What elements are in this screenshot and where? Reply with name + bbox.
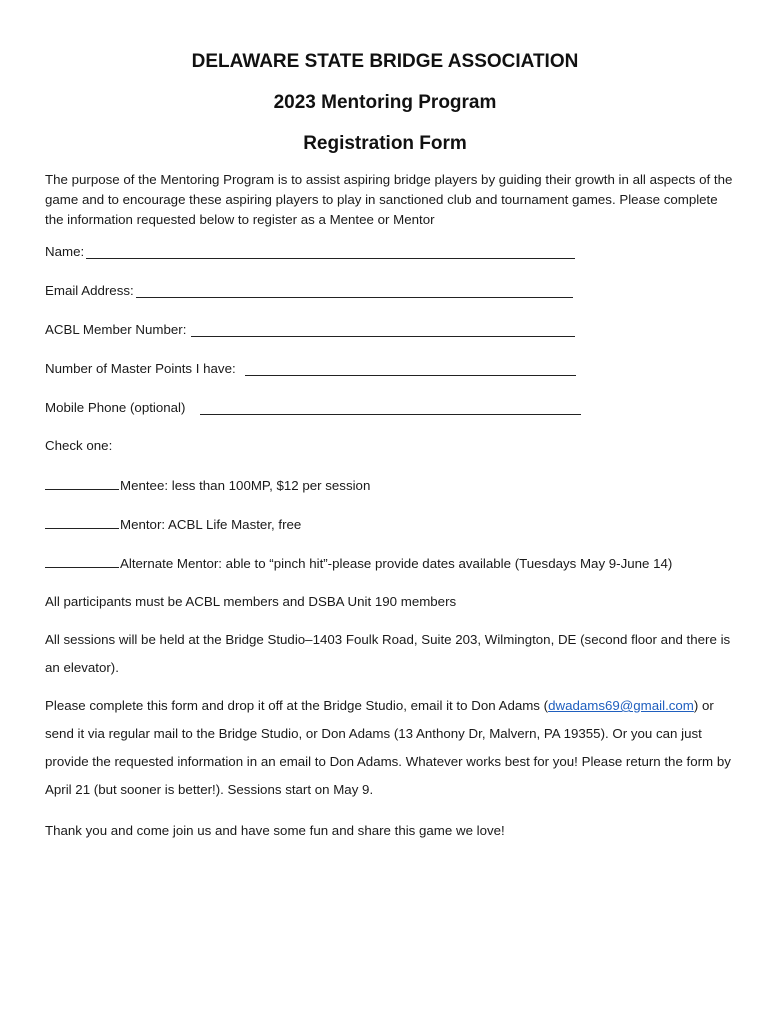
acbl-blank-line[interactable] [191, 336, 575, 337]
master-points-label: Number of Master Points I have: [45, 361, 236, 376]
intro-paragraph: The purpose of the Mentoring Program is to assist aspiring bridge players by guiding their growth in all aspects of the game and to encourage these aspiring players to play in sanctioned club and tournament games. Please complete the information requested below to register as a Mentee or Mentor [45, 172, 733, 227]
email-link[interactable]: dwadams69@gmail.com [548, 698, 694, 713]
mentor-check-blank[interactable] [45, 514, 119, 529]
mentor-option-label: Mentor: ACBL Life Master, free [120, 517, 302, 532]
mentor-option[interactable] [45, 514, 301, 535]
name-blank-line[interactable] [86, 258, 575, 259]
location-note: All sessions will be held at the Bridge Studio–1403 Foulk Road, Suite 203, Wilmington, DE (second floor and there is an elevator). [45, 632, 731, 675]
email-label: Email Address: [45, 283, 134, 298]
name-label: Name: [45, 244, 85, 259]
thank-you-note: Thank you and come join us and have some fun and share this game we love! [45, 823, 505, 838]
program-title: 2023 Mentoring Program [273, 92, 497, 113]
submission-text-b: ) or send it via regular mail to the Bridge Studio, or Don Adams (13 Anthony Dr, Malvern, PA 19355). Or you can just provide the requested information in an email to Don Adams. Whatever works best for you! Please return the form by April 21 (but sooner is better!). Sessions start on May 9. [45, 698, 731, 797]
phone-label: Mobile Phone (optional) [45, 400, 186, 415]
org-title: DELAWARE STATE BRIDGE ASSOCIATION [191, 51, 579, 72]
phone-blank-line[interactable] [200, 414, 581, 415]
submission-text-a: Please complete this form and drop it off at the Bridge Studio, email it to Don Adams ( [45, 698, 549, 713]
check-one-label: Check one: [45, 438, 113, 453]
membership-note: All participants must be ACBL members and DSBA Unit 190 members [45, 594, 457, 609]
mentee-option-label: Mentee: less than 100MP, $12 per session [120, 478, 371, 493]
submission-instructions [45, 692, 735, 804]
alternate-mentor-option[interactable] [45, 553, 672, 574]
mentee-check-blank[interactable] [45, 475, 119, 490]
master-points-blank-line[interactable] [245, 375, 576, 376]
alternate-check-blank[interactable] [45, 553, 119, 568]
form-title: Registration Form [303, 133, 467, 154]
mentee-option[interactable] [45, 475, 370, 496]
acbl-label: ACBL Member Number: [45, 322, 187, 337]
email-blank-line[interactable] [136, 297, 573, 298]
alternate-option-label: Alternate Mentor: able to “pinch hit”-please provide dates available (Tuesdays May 9-June 14) [120, 556, 673, 571]
